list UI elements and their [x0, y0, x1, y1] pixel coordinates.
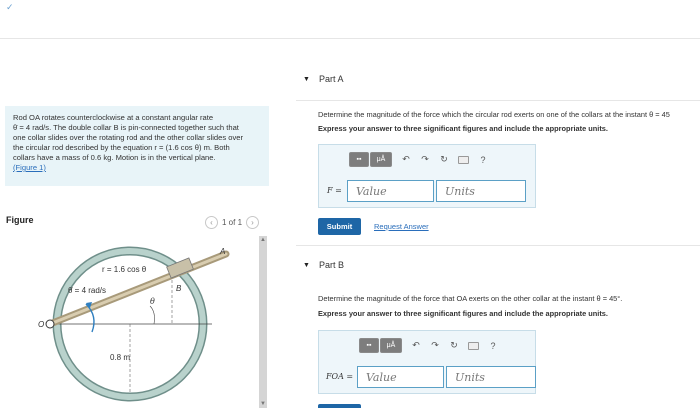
part-b-units-input[interactable]: Units — [446, 366, 536, 388]
help-icon[interactable]: ? — [480, 154, 486, 165]
part-b-question: Determine the magnitude of the force that OA exerts on the other collar at the instant θ = 45°. — [318, 294, 623, 303]
redo-icon[interactable]: ↷ — [431, 340, 439, 350]
part-a-title: Part A — [318, 74, 344, 84]
redo-icon[interactable]: ↷ — [421, 154, 429, 164]
part-b-value-input[interactable]: Value — [357, 366, 444, 388]
problem-line-5: collars have a mass of 0.6 kg. Motion is in the vertical plane. — [13, 153, 216, 162]
part-a-variable-label: F = — [327, 186, 342, 195]
template-icon[interactable]: ▪▪ — [359, 338, 379, 353]
app-mark: ✓ — [6, 2, 14, 12]
reset-icon[interactable]: ↻ — [450, 340, 458, 350]
figure-link[interactable]: (Figure 1) — [13, 163, 46, 172]
theta-arc — [150, 306, 155, 324]
reset-icon[interactable]: ↻ — [440, 154, 448, 164]
keyboard-icon[interactable] — [458, 156, 469, 164]
submit-button[interactable]: Submit — [318, 218, 361, 235]
problem-statement — [5, 106, 269, 186]
part-b-divider — [296, 245, 700, 246]
point-a-label: A — [220, 247, 226, 256]
problem-line-2: θ̇ = 4 rad/s. The double collar B is pin-connected together such that — [13, 123, 239, 132]
keyboard-icon[interactable] — [468, 342, 479, 350]
part-a-divider — [296, 100, 700, 101]
equation-label: r = 1.6 cos θ — [102, 265, 147, 274]
units-button[interactable]: μÅ — [370, 152, 392, 167]
figure-pager — [205, 216, 259, 229]
part-a-units-input[interactable]: Units — [436, 180, 526, 202]
part-a-header[interactable] — [303, 74, 343, 84]
problem-line-1: Rod OA rotates counterclockwise at a constant angular rate — [13, 113, 214, 122]
part-b-header[interactable] — [303, 260, 344, 270]
problem-line-3: one collar slides over the rotating rod and the other collar slides over — [13, 133, 244, 142]
part-a-toolbar — [349, 152, 488, 167]
part-b-instruction: Express your answer to three significant figures and include the appropriate units. — [318, 309, 608, 318]
request-answer-link[interactable]: Request Answer — [374, 222, 429, 231]
figure-image — [6, 232, 258, 408]
part-a-question: Determine the magnitude of the force which the circular rod exerts on one of the collars at the instant θ = 45 — [318, 110, 670, 119]
part-b-title: Part B — [318, 260, 344, 270]
collapse-caret-icon[interactable]: ▼ — [303, 75, 310, 83]
theta-label: θ — [150, 297, 155, 306]
help-icon[interactable]: ? — [490, 340, 496, 351]
collar-rod-diagram — [6, 232, 258, 408]
part-a-value-input[interactable]: Value — [347, 180, 434, 202]
figure-title: Figure — [6, 215, 34, 225]
scroll-down-icon[interactable]: ▼ — [260, 401, 266, 407]
part-b-toolbar — [359, 338, 498, 353]
units-button[interactable]: μÅ — [380, 338, 402, 353]
chevron-right-icon[interactable]: › — [246, 216, 259, 229]
pin-o — [46, 320, 54, 328]
part-b-submit-button[interactable] — [318, 404, 361, 408]
problem-line-4: the circular rod described by the equation r = (1.6 cos θ) m. Both — [13, 143, 230, 152]
undo-icon[interactable]: ↶ — [412, 340, 420, 350]
radius-label: 0.8 m — [110, 353, 131, 362]
chevron-left-icon[interactable]: ‹ — [205, 216, 218, 229]
undo-icon[interactable]: ↶ — [402, 154, 410, 164]
header-divider — [0, 38, 700, 39]
template-icon[interactable]: ▪▪ — [349, 152, 369, 167]
point-o-label: O — [38, 320, 45, 329]
part-b-variable-label: FOA = — [326, 372, 354, 381]
pager-text: 1 of 1 — [222, 218, 243, 227]
point-b-label: B — [176, 284, 182, 293]
scroll-up-icon[interactable]: ▲ — [260, 237, 266, 243]
figure-scrollbar[interactable] — [259, 236, 267, 408]
collapse-caret-icon[interactable]: ▼ — [303, 261, 310, 269]
rate-label: θ̇ = 4 rad/s — [68, 286, 107, 295]
part-a-instruction: Express your answer to three significant figures and include the appropriate units. — [318, 124, 608, 133]
